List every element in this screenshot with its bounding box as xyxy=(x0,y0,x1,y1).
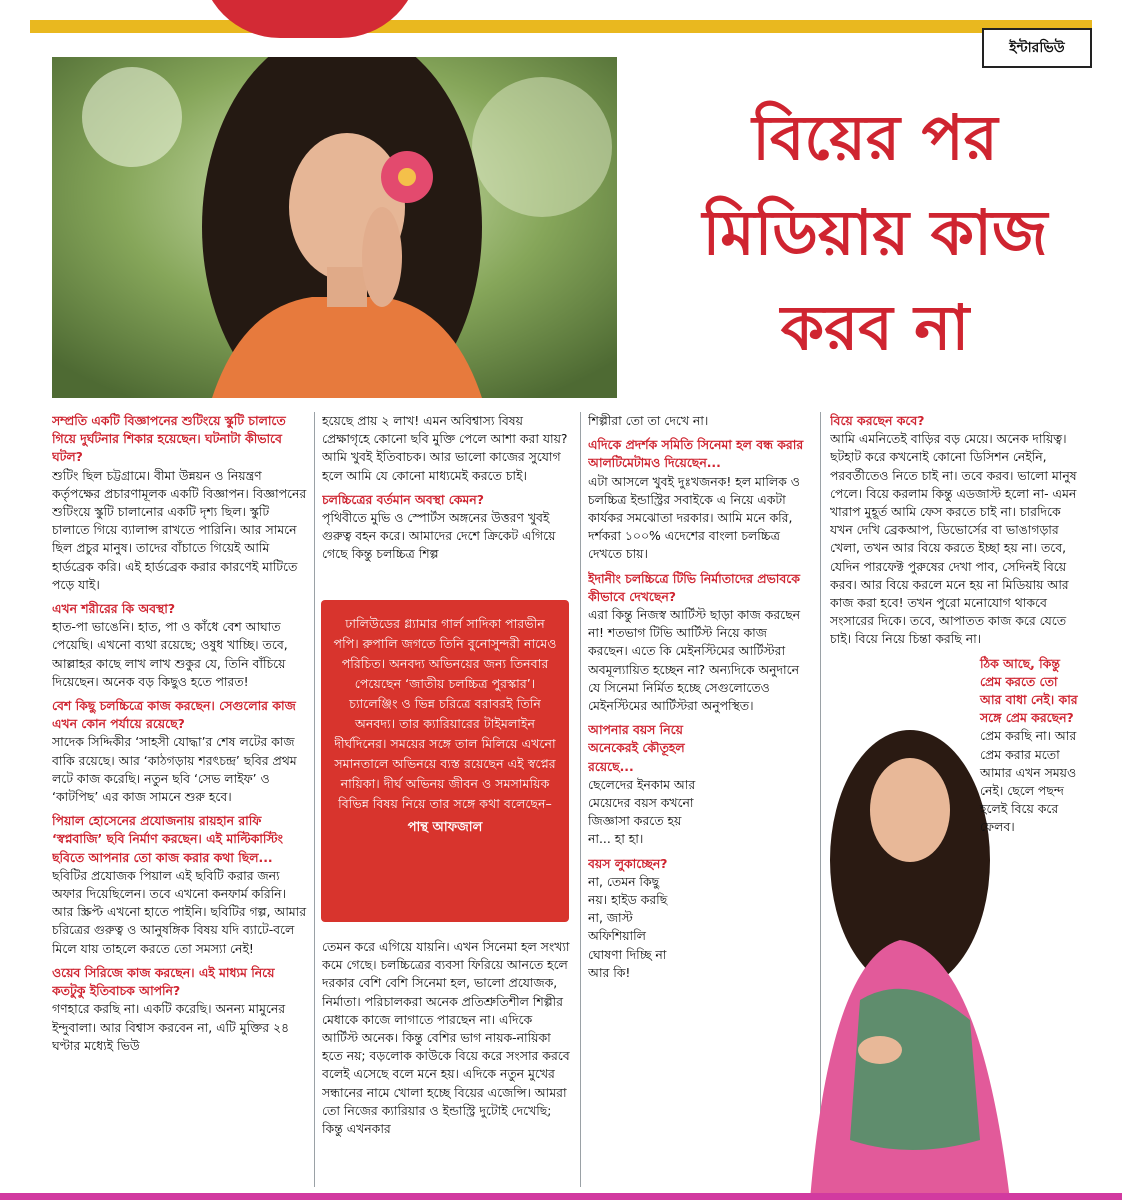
answer: গণহারে করছি না। একটি করেছি। অনন্য মামুনের ইন্দুবালা। আর বিশ্বাস করবেন না, এটি মুক্তির ২৪ ঘণ্টার মধ্যেই ভিউ xyxy=(52,1001,290,1053)
byline: পান্থ আফজাল xyxy=(407,820,483,835)
bottom-color-bar xyxy=(0,1193,1122,1200)
question: বয়স লুকাচ্ছেন? xyxy=(588,855,668,871)
column-2-top xyxy=(322,412,572,602)
column-4 xyxy=(830,412,1080,1192)
column-2-bottom xyxy=(322,938,572,1188)
answer: না, তেমন কিছু নয়। হাইড করছি না, জাস্ট অফিশিয়ালি ঘোষণা দিচ্ছি না আর কি! xyxy=(588,873,668,980)
answer: এরা কিন্তু নিজস্ব আর্টিস্ট ছাড়া কাজ করছেন না! শতভাগ টিভি আর্টিস্ট নিয়ে কাজ করছেন। এতে কি মেইনস্টিমের আর্টিস্টরা অবমূল্যায়িত হচ্ছেন না? অন্যদিকে অনুদানে যে সিনেমা নির্মিত হচ্ছে সেগুলোতেও মেইনস্টিমের আর্টিস্টরা অনুপস্থিত। xyxy=(588,607,801,714)
intro-text: ঢালিউডের গ্ল্যামার গার্ল সাদিকা পারভীন পপি। রুপালি জগতে তিনি বুনোসুন্দরী নামেও পরিচিত। অনবদ্য অভিনয়ের জন্য তিনবার পেয়েছেন ‘জাতীয় চলচ্চিত্র পুরস্কার’। চ্যালেঞ্জিং ও ভিন্ন চরিত্রে বরাবরই তিনি অনবদ্য। তার ক্যারিয়ারের টাইমলাইন দীর্ঘদিনের। সময়ের সঙ্গে তাল মিলিয়ে এখনো সমানতালে অভিনয়ে ব্যস্ত রয়েছেন এই স্বপ্নের নায়িকা। দীর্ঘ অভিনয় জীবন ও সমসাময়িক বিভিন্ন বিষয় নিয়ে তার সঙ্গে কথা বলেছেন– xyxy=(333,616,557,811)
question: বেশ কিছু চলচ্চিত্রে কাজ করছেন। সেগুলোর কাজ এখন কোন পর্যায়ে রয়েছে? xyxy=(52,698,296,732)
question: এখন শরীরের কি অবস্থা? xyxy=(52,601,176,617)
answer: সাদেক সিদ্দিকীর ‘সাহসী যোদ্ধা’র শেষ লটের কাজ বাকি রয়েছে। আর ‘কাঠগড়ায় শরৎচন্দ্র’ ছবির প্রথম লটে কাজ করেছি। নতুন ছবি ‘সেভ লাইফ’ ও ‘কাটপিছ’ এর কাজ সামনে শুরু হবে। xyxy=(52,734,297,805)
top-color-bar xyxy=(30,20,1092,33)
answer: তেমন করে এগিয়ে যায়নি। এখন সিনেমা হল সংখ্যা কমে গেছে। চলচ্চিত্রের ব্যবসা ফিরিয়ে আনতে হলে দরকার বেশি বেশি সিনেমা হল, ভালো প্রযোজক, নির্মাতা। পরিচালকরা অনেক প্রতিশ্রুতিশীল শিল্পীর মেধাকে কাজে লাগাতে পারছেন না। এদিকে আর্টিস্ট অনেক। কিন্তু বেশির ভাগ নায়ক-নায়িকা হতে নয়; বড়লোক কাউকে বিয়ে করে সংসার করবে বলেই এসেছে বলে মনে হয়। এদিকে নতুন মুখের সন্ধানের নামে খোলা হচ্ছে বিয়ের এজেন্সি। আমরা তো নিজের ক্যারিয়ার ও ইন্ডাস্ট্রি দুটোই দেখেছি; কিন্তু এখনকার xyxy=(322,939,570,1137)
answer: পৃথিবীতে মুভি ও স্পোর্টস অঙ্গনের উত্তরণ খুবই গুরুত্ব বহন করে। আমাদের দেশে ক্রিকেট এগিয়ে গেছে কিন্তু চলচ্চিত্র শিল্প xyxy=(322,510,556,562)
section-tag: ইন্টারভিউ xyxy=(982,28,1092,68)
answer: এটা আসলে খুবই দুঃখজনক! হল মালিক ও চলচ্চিত্র ইন্ডাস্ট্রির সবাইকে এ নিয়ে একটা কার্যকর সমঝোতা দরকার। আমি মনে করি, দর্শকরা ১০০% এদেশের বাংলা চলচ্চিত্র দেখতে চায়। xyxy=(588,473,800,562)
answer: হয়েছে প্রায় ২ লাখ! এমন অবিশ্বাস্য বিষয় প্রেক্ষাগৃহে কোনো ছবি মুক্তি পেলে আশা করা যায়? আমি খুবই ইতিবাচক। আর ভালো কাজের সুযোগ হলে আমি যে কোনো মাধ্যমেই করতে চাই। xyxy=(322,413,568,483)
answer: হাত-পা ভাঙেনি। হাত, পা ও কাঁধে বেশ আঘাত পেয়েছি। এখনো ব্যথা রয়েছে; ওষুধ খাচ্ছি। তবে, আল্লাহর কাছে লাখ লাখ শুকুর যে, তিনি বাঁচিয়ে দিয়েছেন। অনেক বড় কিছুও হতে পারত! xyxy=(52,619,288,689)
portrait-photo xyxy=(52,57,617,398)
question: ঠিক আছে, কিন্তু প্রেম করতে তো আর বাধা নেই। কার সঙ্গে প্রেম করছেন? xyxy=(980,655,1078,726)
headline-line-2: মিডিয়ায় কাজ xyxy=(702,196,1048,269)
question: পিয়াল হোসেনের প্রযোজনায় রায়হান রাফি ‘স্বপ্নবাজি’ ছবি নির্মাণ করছেন। এই মাল্টিকাস্টিং ছবিতে আপনার তো কাজ করার কথা ছিল... xyxy=(52,813,284,865)
headline-line-3: করব না xyxy=(780,291,970,364)
question: বিয়ে করছেন কবে? xyxy=(830,413,925,428)
answer: প্রেম করছি না। আর প্রেম করার মতো আমার এখন সময়ও নেই। ছেলে পছন্দ হলেই বিয়ে করে ফেলব। xyxy=(980,728,1077,835)
question: সম্প্রতি একটি বিজ্ঞাপনের শুটিংয়ে স্কুটি চালাতে গিয়ে দুর্ঘটনার শিকার হয়েছেন। ঘটনাটা কীভাবে ঘটল? xyxy=(52,413,286,465)
question: ওয়েব সিরিজে কাজ করছেন। এই মাধ্যম নিয়ে কতটুকু ইতিবাচক আপনি? xyxy=(52,964,275,999)
column-rule xyxy=(314,412,315,1187)
column-1 xyxy=(52,412,307,1192)
answer: আমি এমনিতেই বাড়ির বড় মেয়ে। অনেক দায়িত্ব। ছটহাট করে কখনোই কোনো ডিসিশন নেইনি, পরবর্তীতেও নিতে চাই না। তবে করব। ভালো মানুষ পেলে। বিয়ে করলাম কিন্তু এডজাস্ট হলো না- এমন খারাপ মুহূর্ত আমি ফেস করতে চাই না। চারদিকে যখন দেখি ব্রেকআপ, ডিভোর্সের বা ভাঙাগড়ার খেলা, তখন আর বিয়ে করতে ইচ্ছা হয় না। তবে, যেদিন পারফেক্ট পুরুষের দেখা পাব, সেদিনই বিয়ে করব। আর বিয়ে করলে মনে হয় না মিডিয়ায় আর কাজ করা হবে! তখন পুরো মনোযোগ থাকবে সংসারের দিকে। তবে, আপাতত কাজ করে যেতে চাই। বিয়ে নিয়ে চিন্তা করছি না। xyxy=(830,431,1077,647)
question: চলচ্চিত্রের বর্তমান অবস্থা কেমন? xyxy=(322,491,484,507)
question: ইদানীং চলচ্চিত্রে টিভি নির্মাতাদের প্রভাবকে কীভাবে দেখছেন? xyxy=(588,570,800,604)
column-rule xyxy=(580,412,581,1187)
answer: শুটিং ছিল চট্টগ্রামে। বীমা উন্নয়ন ও নিয়ন্ত্রণ কর্তৃপক্ষের প্রচারণামূলক একটি বিজ্ঞাপন। বিজ্ঞাপনের শুটিংয়ে স্কুটি চালানোর একটি দৃশ্য ছিল। স্কুটি চালাতে গিয়ে ব্যালান্স রাখতে পারিনি। আর সামনে ছিল প্রচুর মানুষ। তাদের বাঁচাতে গিয়েই আমি হার্ডব্রেক করি। এই হার্ডব্রেক করার কারণেই মাটিতে পড়ে যাই। xyxy=(52,467,307,592)
intro-box xyxy=(321,600,569,922)
answer: ছবিটির প্রযোজক পিয়াল এই ছবিটি করার জন্য অফার দিয়েছিলেন। তবে এখনো কনফার্ম করিনি। আর স্ক্রিপ্ট এখনো হাতে পাইনি। ছবিটির গল্প, আমার চরিত্রের গুরুত্ব ও আনুষঙ্গিক বিষয় যদি ব্যাটে-বলে মিলে যায় তাহলে করতে তো সমস্যা নেই! xyxy=(52,867,307,956)
question: এদিকে প্রদর্শক সমিতি সিনেমা হল বন্ধ করার আলটিমেটামও দিয়েছেন... xyxy=(588,437,804,471)
headline-line-1: বিয়ের পর xyxy=(752,101,998,174)
answer: শিল্পীরা তো তা দেখে না। xyxy=(588,413,709,428)
answer: ছেলেদের ইনকাম আর মেয়েদের বয়স কখনো জিজ্ঞাসা করতে হয় না... হা হা। xyxy=(588,776,696,847)
question: আপনার বয়স নিয়ে অনেকেরই কৌতূহল রয়েছে... xyxy=(588,722,685,774)
headline xyxy=(640,90,1110,375)
